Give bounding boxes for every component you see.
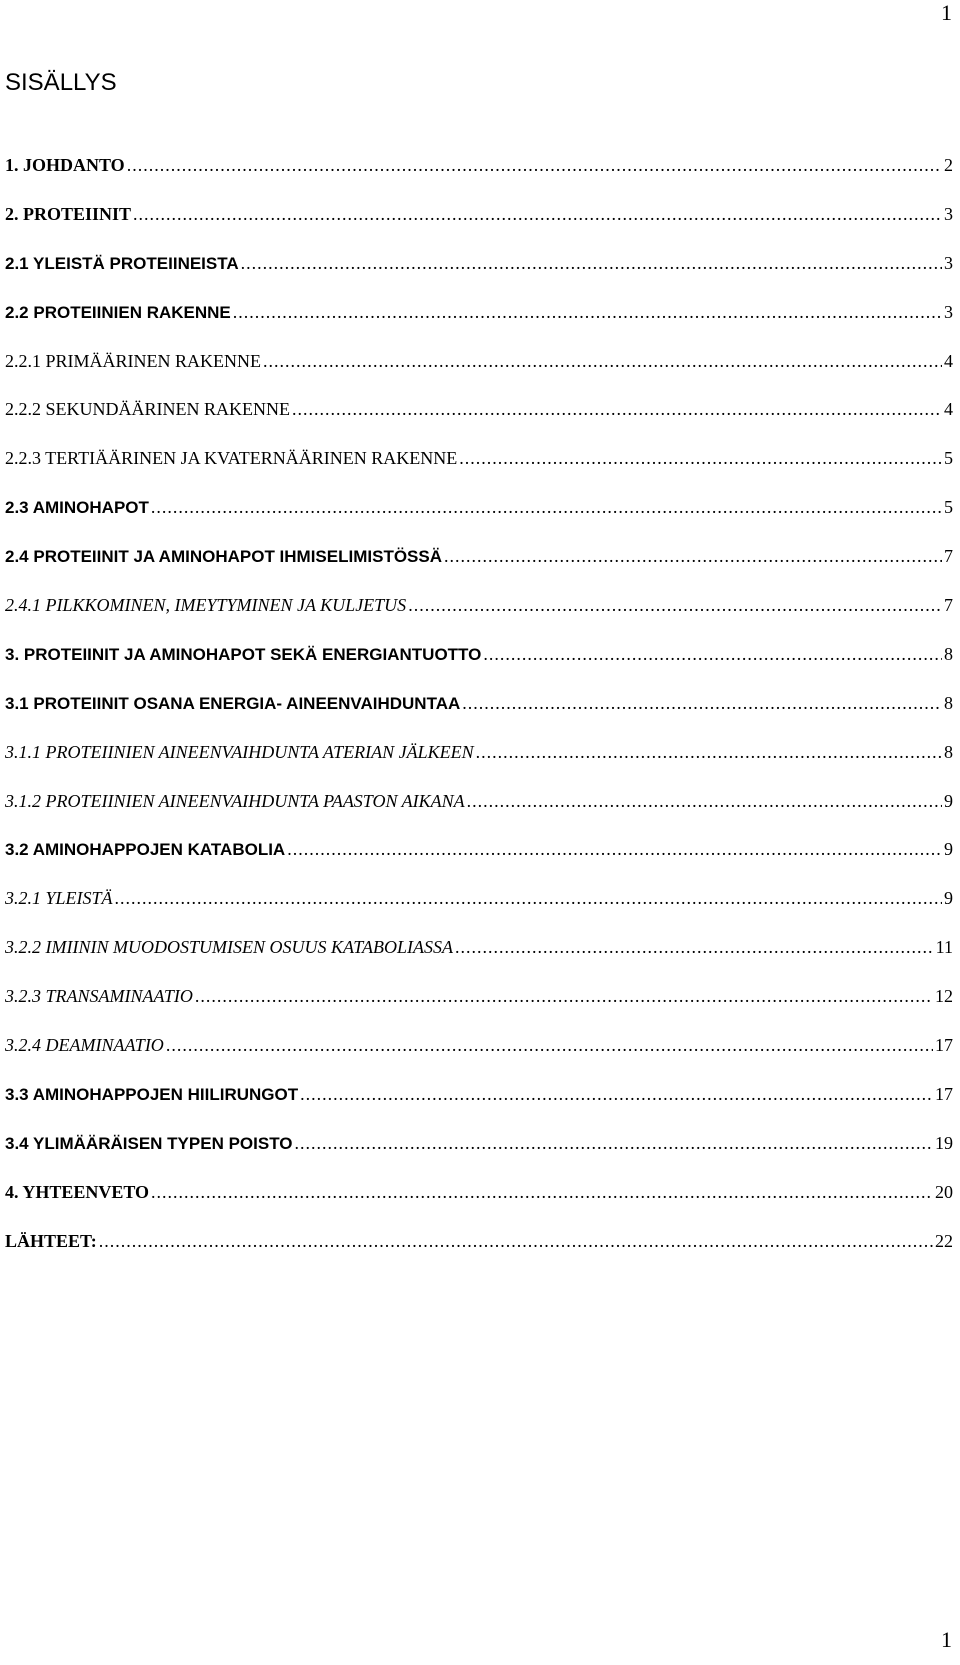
page-number-top: 1	[941, 0, 952, 25]
toc-dot-leader	[292, 398, 942, 420]
toc-dot-leader	[455, 936, 934, 958]
toc-dot-leader	[151, 1181, 933, 1203]
toc-dot-leader	[195, 985, 933, 1007]
toc-entry-page-number[interactable]: 20	[935, 1181, 953, 1202]
toc-entry[interactable]	[5, 790, 953, 839]
toc-entry-page-number[interactable]: 3	[944, 252, 953, 273]
toc-entry-title[interactable]: 3.2.4 DEAMINAATIO	[5, 1035, 164, 1056]
toc-entry[interactable]	[5, 447, 953, 496]
toc-entry[interactable]	[5, 985, 953, 1034]
toc-dot-leader	[483, 643, 942, 665]
toc-entry-title[interactable]: 3.4 YLIMÄÄRÄISEN TYPEN POISTO	[5, 1133, 293, 1153]
toc-dot-leader	[287, 838, 942, 860]
toc-entry-title[interactable]: 2.2 PROTEIINIEN RAKENNE	[5, 302, 231, 322]
toc-entry-title[interactable]: 1. JOHDANTO	[5, 155, 125, 175]
toc-entry-page-number[interactable]: 17	[935, 1083, 953, 1104]
toc-dot-leader	[300, 1083, 933, 1105]
toc-entry-page-number[interactable]: 3	[944, 301, 953, 322]
toc-entry[interactable]	[5, 252, 953, 301]
toc-entry-page-number[interactable]: 11	[935, 937, 953, 958]
toc-entry[interactable]	[5, 594, 953, 643]
toc-entry-page-number[interactable]: 9	[944, 839, 953, 860]
toc-entry-page-number[interactable]: 12	[935, 986, 953, 1007]
toc-entry[interactable]	[5, 1230, 953, 1279]
toc-entry-page-number[interactable]: 4	[944, 350, 953, 371]
toc-entry-page-number[interactable]: 22	[935, 1230, 953, 1251]
toc-entry-title[interactable]: 2.4 PROTEIINIT JA AMINOHAPOT IHMISELIMISTÖSSÄ	[5, 547, 443, 567]
toc-dot-leader	[476, 741, 942, 763]
toc-entry[interactable]	[5, 350, 953, 399]
toc-entry[interactable]	[5, 741, 953, 790]
toc-entry-page-number[interactable]: 17	[935, 1035, 953, 1056]
toc-dot-leader	[459, 447, 942, 469]
toc-entry-page-number[interactable]: 8	[944, 741, 953, 762]
toc-dot-leader	[467, 790, 942, 812]
toc-dot-leader	[115, 887, 942, 909]
toc-dot-leader	[408, 594, 942, 616]
toc-entry-page-number[interactable]: 8	[944, 643, 953, 664]
toc-dot-leader	[241, 252, 942, 274]
toc-entry[interactable]	[5, 1132, 953, 1181]
toc-entry-title[interactable]: 3.1.1 PROTEIINIEN AINEENVAIHDUNTA ATERIAN JÄLKEEN	[5, 741, 474, 762]
toc-entry[interactable]	[5, 496, 953, 545]
toc-entry[interactable]	[5, 1181, 953, 1230]
toc-dot-leader	[263, 350, 942, 372]
toc-dot-leader	[133, 203, 942, 225]
toc-entry[interactable]	[5, 1083, 953, 1132]
toc-entry-title[interactable]: 2.4.1 PILKKOMINEN, IMEYTYMINEN JA KULJETUS	[5, 595, 407, 616]
toc-entry-title[interactable]: 2.2.1 PRIMÄÄRINEN RAKENNE	[5, 350, 261, 371]
toc-entry-title[interactable]: 2. PROTEIINIT	[5, 203, 132, 224]
toc-entry-page-number[interactable]: 5	[944, 448, 953, 469]
toc-entry[interactable]	[5, 887, 953, 936]
toc-dot-leader	[444, 545, 942, 567]
toc-dot-leader	[166, 1034, 933, 1056]
toc-dot-leader	[462, 692, 942, 714]
toc-entry-page-number[interactable]: 19	[935, 1132, 953, 1153]
toc-entry-title[interactable]: 3. PROTEIINIT JA AMINOHAPOT SEKÄ ENERGIANTUOTTO	[5, 644, 482, 664]
table-of-contents	[5, 154, 953, 1278]
toc-entry[interactable]	[5, 203, 953, 252]
toc-entry-title[interactable]: 3.1 PROTEIINIT OSANA ENERGIA- AINEENVAIHDUNTAA	[5, 693, 461, 713]
toc-entry-title[interactable]: 3.2.2 IMIININ MUODOSTUMISEN OSUUS KATABOLIASSA	[5, 937, 453, 958]
toc-entry-title[interactable]: 3.2.1 YLEISTÄ	[5, 888, 113, 909]
toc-entry[interactable]	[5, 545, 953, 594]
page-number-bottom: 1	[941, 1627, 952, 1652]
toc-entry-page-number[interactable]: 2	[944, 155, 953, 175]
toc-entry-title[interactable]: 2.3 AMINOHAPOT	[5, 498, 149, 518]
toc-entry-page-number[interactable]: 9	[944, 888, 953, 909]
toc-entry-page-number[interactable]: 7	[944, 546, 953, 567]
toc-entry[interactable]	[5, 154, 953, 203]
toc-entry-title[interactable]: 2.2.3 TERTIÄÄRINEN JA KVATERNÄÄRINEN RAKENNE	[5, 448, 458, 469]
toc-entry-page-number[interactable]: 3	[944, 203, 953, 224]
toc-entry-title[interactable]: 3.2 AMINOHAPPOJEN KATABOLIA	[5, 840, 286, 860]
toc-entry[interactable]	[5, 301, 953, 350]
toc-entry[interactable]	[5, 936, 953, 985]
toc-entry-title[interactable]: 3.3 AMINOHAPPOJEN HIILIRUNGOT	[5, 1084, 299, 1104]
toc-entry[interactable]	[5, 1034, 953, 1083]
toc-entry-page-number[interactable]: 9	[944, 790, 953, 811]
toc-entry-title[interactable]: 4. YHTEENVETO	[5, 1181, 150, 1202]
toc-entry-page-number[interactable]: 8	[944, 692, 953, 713]
toc-entry-title[interactable]: 3.2.3 TRANSAMINAATIO	[5, 986, 193, 1007]
toc-dot-leader	[233, 301, 942, 323]
toc-entry[interactable]	[5, 643, 953, 692]
toc-entry-page-number[interactable]: 7	[944, 595, 953, 616]
toc-dot-leader	[127, 154, 942, 176]
toc-dot-leader	[99, 1230, 933, 1252]
page-title: SISÄLLYS	[5, 69, 117, 96]
toc-dot-leader	[295, 1132, 934, 1154]
toc-entry-page-number[interactable]: 4	[944, 399, 953, 420]
toc-entry-title[interactable]: 2.1 YLEISTÄ PROTEIINEISTA	[5, 253, 239, 273]
toc-entry[interactable]	[5, 838, 953, 887]
toc-entry[interactable]	[5, 398, 953, 447]
toc-entry-title[interactable]: 3.1.2 PROTEIINIEN AINEENVAIHDUNTA PAASTON AIKANA	[5, 790, 465, 811]
toc-entry-title[interactable]: LÄHTEET:	[5, 1230, 97, 1251]
toc-entry[interactable]	[5, 692, 953, 741]
toc-dot-leader	[151, 496, 942, 518]
toc-entry-title[interactable]: 2.2.2 SEKUNDÄÄRINEN RAKENNE	[5, 399, 290, 420]
toc-entry-page-number[interactable]: 5	[944, 497, 953, 518]
